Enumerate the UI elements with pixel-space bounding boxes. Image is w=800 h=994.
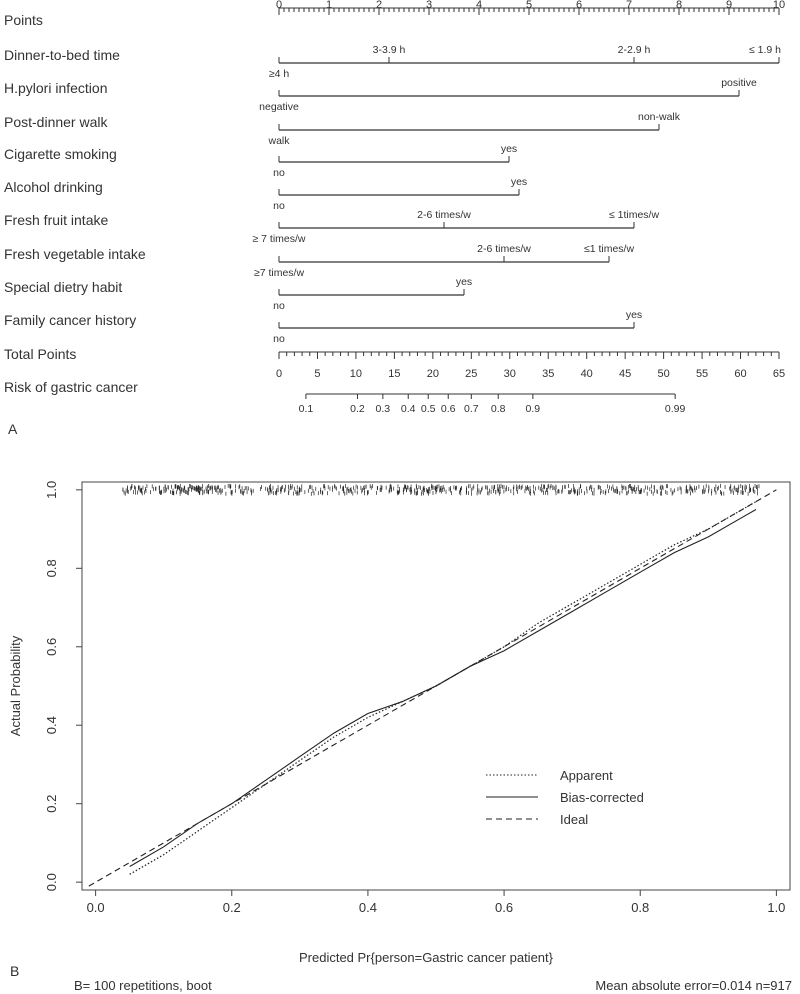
points-tick-label: 1 <box>325 0 333 11</box>
legend-entry: Apparent <box>560 768 613 783</box>
variable-level-label: 2-6 times/w <box>417 209 471 221</box>
variable-level-label: positive <box>721 77 757 89</box>
variable-label: H.pylori infection <box>4 80 108 96</box>
variable-label: Fresh fruit intake <box>4 212 109 228</box>
y-tick-label: 0.6 <box>44 637 59 656</box>
points-tick-label: 10 <box>772 0 786 11</box>
variable-level-label: 3-3.9 h <box>372 44 406 56</box>
variable-label: Cigarette smoking <box>4 146 117 162</box>
points-tick-label: 7 <box>625 0 633 11</box>
x-tick-label: 0.0 <box>86 900 105 915</box>
points-row-label: Points <box>4 12 43 28</box>
total-points-tick-label: 55 <box>695 368 709 380</box>
risk-tick-label: 0.1 <box>298 403 314 415</box>
risk-tick-label: 0.8 <box>490 403 506 415</box>
variable-level-label: ≤ 1times/w <box>608 209 660 221</box>
total-points-tick-label: 20 <box>426 368 439 380</box>
y-tick-label: 1.0 <box>44 480 59 499</box>
variable-level-label: walk <box>268 135 290 147</box>
x-axis-label: Predicted Pr{person=Gastric cancer patient} <box>298 950 554 965</box>
variable-level-label: ≤ 1.9 h <box>748 44 781 56</box>
footnote-error: Mean absolute error=0.014 n=917 <box>595 978 792 993</box>
risk-tick-label: 0.9 <box>525 403 541 415</box>
variable-label: Alcohol drinking <box>4 179 103 195</box>
panel-a-label: A <box>8 421 18 437</box>
x-tick-label: 0.4 <box>358 900 377 915</box>
x-tick-label: 1.0 <box>767 900 786 915</box>
points-tick-label: 2 <box>375 0 383 11</box>
points-tick-label: 6 <box>575 0 583 11</box>
variable-level-label: no <box>273 200 285 212</box>
variable-level-label: yes <box>510 176 528 188</box>
total-points-tick-label: 30 <box>503 368 516 380</box>
total-points-tick-label: 0 <box>275 368 283 380</box>
variable-label: Family cancer history <box>4 312 137 328</box>
risk-tick-label: 0.99 <box>664 403 686 415</box>
total-points-tick-label: 35 <box>542 368 555 380</box>
risk-tick-label: 0.5 <box>420 403 436 415</box>
points-tick-label: 5 <box>525 0 533 11</box>
variable-level-label: ≥4 h <box>268 68 290 80</box>
x-tick-label: 0.8 <box>631 900 650 915</box>
variable-level-label: 2-6 times/w <box>477 243 531 255</box>
variable-level-label: no <box>273 167 285 179</box>
points-tick-label: 9 <box>725 0 733 11</box>
total-points-tick-label: 5 <box>314 368 321 380</box>
variable-label: Post-dinner walk <box>4 114 108 130</box>
variable-level-label: yes <box>625 309 643 321</box>
risk-tick-label: 0.4 <box>400 403 416 415</box>
variable-level-label: 2-2.9 h <box>617 44 651 56</box>
total-points-tick-label: 15 <box>388 368 401 380</box>
points-tick-label: 3 <box>425 0 433 11</box>
legend-entry: Bias-corrected <box>560 790 644 805</box>
total-points-tick-label: 65 <box>772 368 786 380</box>
total-points-tick-label: 60 <box>734 368 747 380</box>
points-tick-label: 4 <box>475 0 483 11</box>
risk-tick-label: 0.3 <box>375 403 391 415</box>
risk-tick-label: 0.6 <box>440 403 456 415</box>
x-tick-label: 0.6 <box>495 900 514 915</box>
variable-label: Special dietry habit <box>4 279 123 295</box>
variable-level-label: non-walk <box>637 111 681 123</box>
y-axis-label: Actual Probability <box>8 635 23 737</box>
x-tick-label: 0.2 <box>222 900 241 915</box>
risk-tick-label: 0.2 <box>350 403 365 415</box>
panel-b-label: B <box>10 963 20 979</box>
footnote-repetitions: B= 100 repetitions, boot <box>74 978 212 993</box>
variable-level-label: yes <box>455 276 473 288</box>
total-points-label: Total Points <box>4 346 77 362</box>
points-tick-label: 0 <box>275 0 283 11</box>
total-points-tick-label: 50 <box>657 368 670 380</box>
y-tick-label: 0.4 <box>44 716 59 735</box>
variable-level-label: yes <box>500 143 518 155</box>
total-points-tick-label: 10 <box>349 368 363 380</box>
variable-label: Dinner-to-bed time <box>4 47 120 63</box>
total-points-tick-label: 40 <box>580 368 593 380</box>
variable-level-label: no <box>273 333 285 345</box>
total-points-tick-label: 25 <box>465 368 478 380</box>
variable-level-label: negative <box>259 101 299 113</box>
legend-entry: Ideal <box>560 812 589 827</box>
variable-label: Fresh vegetable intake <box>4 246 146 262</box>
y-tick-label: 0.0 <box>44 873 59 892</box>
variable-level-label: ≥7 times/w <box>253 267 305 279</box>
y-tick-label: 0.2 <box>44 794 59 813</box>
points-tick-label: 8 <box>675 0 683 11</box>
risk-row-label: Risk of gastric cancer <box>4 379 138 395</box>
variable-level-label: ≤1 times/w <box>583 243 635 255</box>
risk-tick-label: 0.7 <box>464 403 479 415</box>
variable-level-label: ≥ 7 times/w <box>252 233 306 245</box>
total-points-tick-label: 45 <box>619 368 632 380</box>
y-tick-label: 0.8 <box>44 559 59 578</box>
variable-level-label: no <box>273 300 285 312</box>
